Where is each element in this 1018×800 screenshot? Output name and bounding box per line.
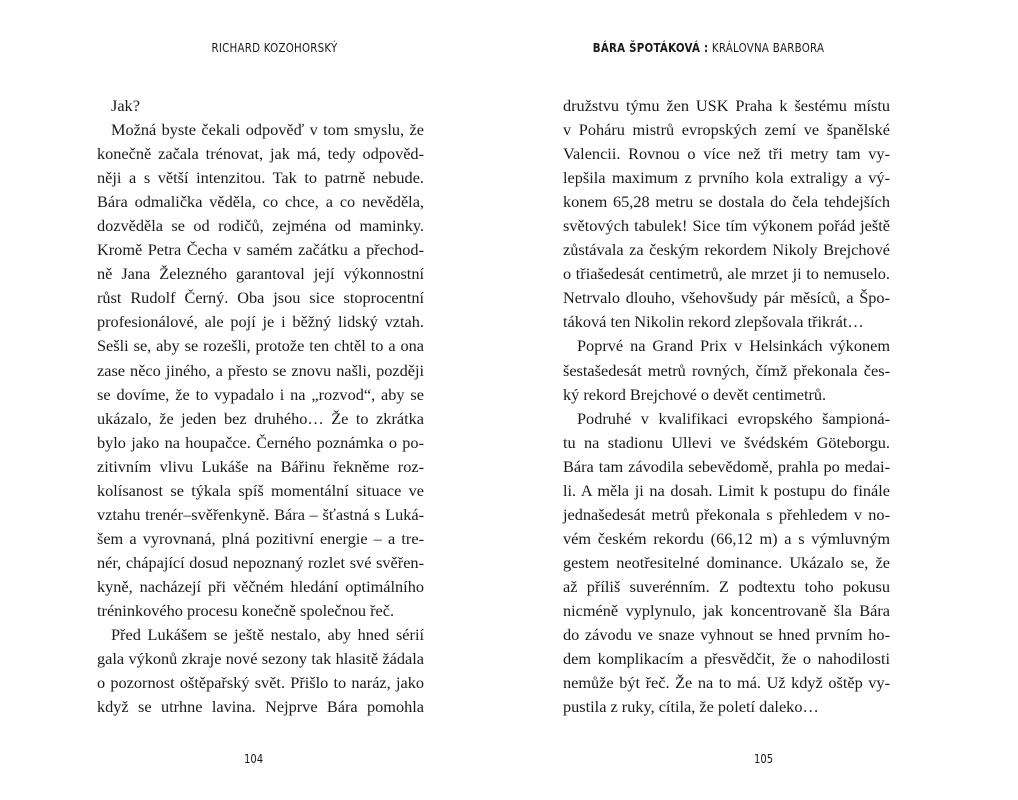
- text-line: Jak?: [111, 96, 140, 115]
- text-line: dozvěděla se od rodičů, zejména od maminky.: [97, 216, 424, 236]
- text-line: lepšila maximum z prvního kola extraligy a vý-: [563, 168, 890, 188]
- text-line: jednašedesát metrů překonala s přehledem v no-: [563, 504, 890, 524]
- author-name: RICHARD KOZOHORSKÝ: [211, 40, 338, 55]
- text-line: Poprvé na Grand Prix v Helsinkách výkonem: [577, 336, 890, 356]
- text-line: vztahu trenér–svěřenkyně. Bára – šťastná s Luká-: [97, 504, 424, 524]
- text-line: ukázalo, že jeden bez druhého… Že to zkrátka: [97, 408, 424, 428]
- text-line: až příliš suverénním. Z podtextu toho pokusu: [563, 576, 890, 596]
- text-line: do závodu ve snaze vyhnout se hned prvním ho-: [563, 625, 890, 645]
- running-head-title: [500, 40, 917, 55]
- text-line: o pozornost oštěpařský svět. Přišlo to naráz, jako: [97, 673, 424, 693]
- text-line: Valencii. Rovnou o více než tři metry tam vy-: [563, 144, 890, 164]
- text-line: světových tabulek! Sice tím výkonem pořád ještě: [563, 216, 890, 236]
- running-head-author: [66, 40, 483, 55]
- text-line: Před Lukášem se ještě nestalo, aby hned sérií: [111, 625, 424, 645]
- text-line: táková ten Nikolin rekord zlepšovala třikrát…: [563, 312, 864, 332]
- left-page-text: [97, 94, 424, 719]
- text-line: v Poháru mistrů evropských zemí ve španělské: [563, 120, 890, 140]
- text-line: družstvu týmu žen USK Praha k šestému místu: [563, 96, 890, 115]
- page-number-left: 104: [244, 751, 264, 766]
- text-line: Podruhé v kvalifikaci evropského šampioná-: [577, 408, 890, 428]
- text-line: něji a s větší intenzitou. Tak to patrně nebude.: [97, 168, 424, 188]
- text-line: šem a vyrovnaná, plná pozitivní energie – a tre-: [97, 528, 424, 548]
- text-line: tréninkového procesu konečně společnou řeč.: [97, 600, 395, 620]
- text-line: dem komplikacím a přesvědčit, že o nahodilosti: [563, 649, 890, 669]
- text-line: li. A měla ji na dosah. Limit k postupu do finále: [563, 480, 890, 500]
- text-line: se dovíme, že to vypadalo i na „rozvod“, aby se: [97, 384, 424, 404]
- text-line: gala výkonů zkraje nové sezony tak hlasitě žádala: [97, 649, 424, 669]
- text-line: nér, chápající dosud nepoznaný rozlet své svěřen-: [97, 552, 424, 572]
- text-line: ně Jana Železného garantoval její výkonnostní: [97, 264, 424, 284]
- text-line: bylo jako na houpačce. Černého poznámka o po-: [97, 432, 424, 452]
- text-line: Kromě Petra Čecha v samém začátku a přechod-: [97, 240, 424, 260]
- book-title: KRÁLOVNA BARBORA: [711, 40, 825, 55]
- text-line: konečně začala trénovat, jak má, tedy odpověd-: [97, 144, 424, 164]
- text-line: Bára tam závodila sebevědomě, prahla po medai-: [563, 456, 890, 476]
- text-line: o třiašedesát centimetrů, ale mrzet ji to nemuselo.: [563, 264, 890, 284]
- text-line: vém českém rekordu (66,12 m) a s výmluvným: [563, 528, 890, 548]
- text-line: Sešli se, aby se rozešli, protože ten chtěl to a ona: [97, 336, 424, 356]
- text-line: nicméně vyplynulo, jak koncentrovaně šla Bára: [563, 600, 890, 620]
- text-line: kolísanost se týkala spíš momentální situace ve: [97, 480, 424, 500]
- text-line: ký rekord Brejchové o devět centimetrů.: [563, 384, 827, 404]
- text-line: Možná byste čekali odpověď v tom smyslu, že: [111, 120, 424, 140]
- text-line: gestem neotřesitelné dominance. Ukázalo se, že: [563, 552, 890, 572]
- text-line: pustila z ruky, cítila, že poletí daleko…: [563, 697, 819, 717]
- right-page-text: [563, 94, 890, 719]
- text-line: kyně, nacházejí při věčném hledání optimálního: [97, 576, 424, 596]
- text-line: zase něco jiného, a přesto se znovu našli, později: [97, 360, 424, 380]
- page-number-right: 105: [754, 751, 774, 766]
- book-subject: BÁRA ŠPOTÁKOVÁ :: [592, 40, 709, 55]
- right-page: [509, 0, 1018, 800]
- text-line: nemůže být řeč. Že na to má. Už když oštěp vy-: [563, 673, 890, 693]
- text-line: Netrvalo dlouho, všehovšudy pár měsíců, a Špo-: [563, 288, 890, 308]
- text-line: konem 65,28 metru se dostala do čela tehdejších: [563, 192, 890, 212]
- text-line: Bára odmalička věděla, co chce, a co nevěděla,: [97, 192, 424, 212]
- text-line: růst Rudolf Černý. Oba jsou sice stoprocentní: [97, 288, 424, 308]
- text-line: když se utrhne lavina. Nejprve Bára pomohla: [97, 697, 424, 717]
- text-line: profesionálové, ale pojí je i běžný lidský vztah.: [97, 312, 424, 332]
- text-line: šestašedesát metrů rovných, čímž překonala čes-: [563, 360, 890, 380]
- text-line: zitivním vlivu Lukáše na Bářinu řekněme roz-: [97, 456, 424, 476]
- text-line: tu na stadionu Ullevi ve švédském Göteborgu.: [563, 432, 890, 452]
- text-line: zůstávala za českým rekordem Nikoly Brejchové: [563, 240, 890, 260]
